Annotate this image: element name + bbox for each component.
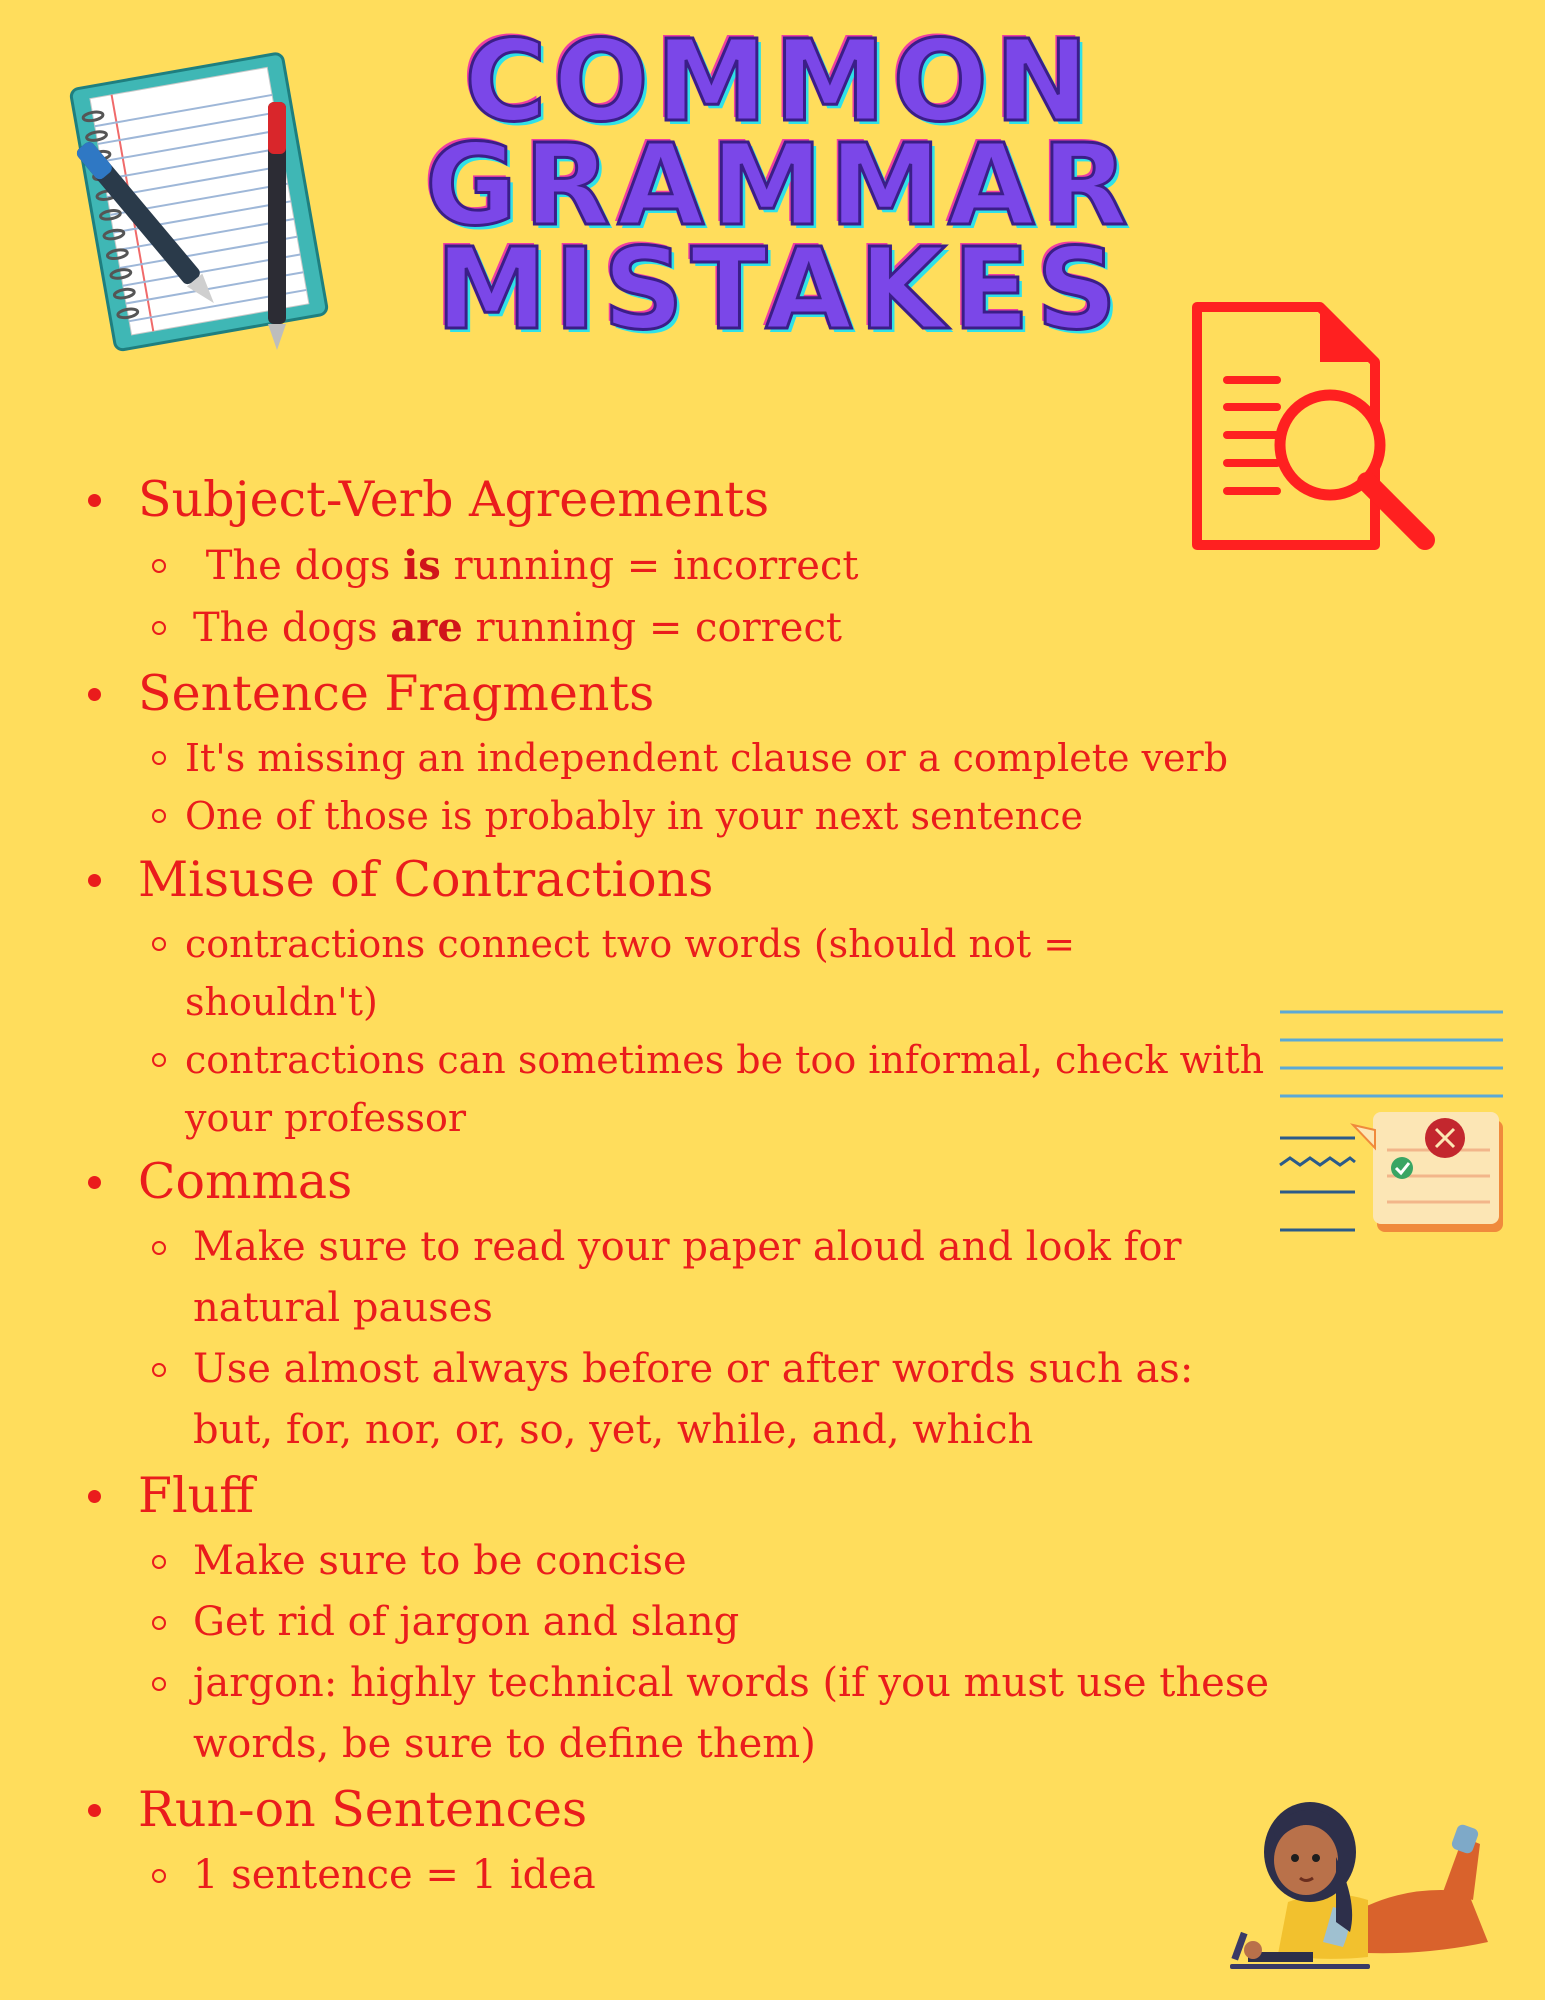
item-text: contractions connect two words (should not = shouldn't): [185, 922, 1076, 1024]
section-heading-text: Run-on Sentences: [138, 1781, 588, 1838]
list-item: [0, 1531, 1273, 1592]
list-item: [0, 535, 1273, 597]
girl-reading-illustration: [1218, 1782, 1508, 1972]
bullet-ring-icon: [152, 1869, 166, 1883]
bullet-disc-icon: [88, 1804, 101, 1817]
section-sentence-fragments: [0, 659, 1545, 845]
list-item: [0, 729, 1275, 787]
bullet-disc-icon: [88, 874, 101, 887]
item-text: It's missing an independent clause or a complete verb: [185, 736, 1229, 780]
bullet-disc-icon: [88, 688, 101, 701]
notebook-with-pens-icon: [30, 40, 355, 365]
item-text: Get rid of jargon and slang: [193, 1599, 740, 1645]
item-text-before: The dogs: [193, 543, 404, 589]
bullet-ring-icon: [152, 809, 166, 823]
item-text: contractions can sometimes be too informal, check with your professor: [185, 1038, 1265, 1140]
checklist-note-icon: [1275, 1000, 1510, 1245]
bullet-ring-icon: [152, 1677, 166, 1691]
item-text-before: The dogs: [193, 605, 391, 651]
title-line-2: GRAMMAR: [425, 121, 1135, 251]
section-heading-text: Subject-Verb Agreements: [138, 471, 770, 528]
list-item: [0, 1845, 1273, 1906]
list-item: [0, 1592, 1273, 1653]
section-heading-text: Commas: [138, 1153, 353, 1210]
bullet-ring-icon: [152, 1053, 166, 1067]
page-title: [385, 17, 1175, 355]
item-bold-word: are: [390, 604, 463, 651]
section-heading: [0, 1461, 1545, 1531]
section-heading-text: Fluff: [138, 1467, 255, 1524]
item-text-after: running = incorrect: [440, 543, 859, 589]
bullet-ring-icon: [152, 1555, 166, 1569]
bullet-disc-icon: [88, 494, 101, 507]
list-item: [0, 915, 1275, 1031]
list-item: [0, 1653, 1273, 1775]
item-text: Make sure to be concise: [193, 1538, 687, 1584]
bullet-ring-icon: [152, 559, 166, 573]
list-item: [0, 1339, 1273, 1461]
item-bold-word: is: [403, 542, 441, 589]
item-text-after: running = correct: [462, 605, 842, 651]
sub-list: [0, 1217, 1545, 1461]
item-text: jargon: highly technical words (if you must use these words, be sure to define them): [193, 1660, 1270, 1767]
section-fluff: [0, 1461, 1545, 1775]
list-item: [0, 1031, 1275, 1147]
section-subject-verb: [0, 465, 1545, 659]
sub-list: [0, 729, 1545, 845]
section-heading: [0, 659, 1545, 729]
bullet-ring-icon: [152, 937, 166, 951]
list-item: [0, 1217, 1273, 1339]
bullet-ring-icon: [152, 621, 166, 635]
title-line-3: MISTAKES: [435, 225, 1125, 355]
item-text: One of those is probably in your next sentence: [185, 794, 1083, 838]
item-text: Use almost always before or after words such as: but, for, nor, or, so, yet, while, and, which: [193, 1346, 1194, 1453]
bullet-disc-icon: [88, 1490, 101, 1503]
bullet-ring-icon: [152, 1616, 166, 1630]
sub-list: [0, 1531, 1545, 1775]
title-line-1: COMMON: [464, 17, 1096, 147]
bullet-ring-icon: [152, 1363, 166, 1377]
section-heading-text: Misuse of Contractions: [138, 851, 714, 908]
item-text: Make sure to read your paper aloud and look for natural pauses: [193, 1224, 1182, 1331]
list-item: [0, 597, 1273, 659]
sub-list: [0, 535, 1545, 659]
item-text: 1 sentence = 1 idea: [193, 1852, 596, 1898]
section-heading-text: Sentence Fragments: [138, 665, 655, 722]
section-heading: [0, 845, 1545, 915]
bullet-ring-icon: [152, 751, 166, 765]
bullet-ring-icon: [152, 1241, 166, 1255]
list-item: [0, 787, 1275, 845]
bullet-disc-icon: [88, 1176, 101, 1189]
section-heading: [0, 465, 1545, 535]
